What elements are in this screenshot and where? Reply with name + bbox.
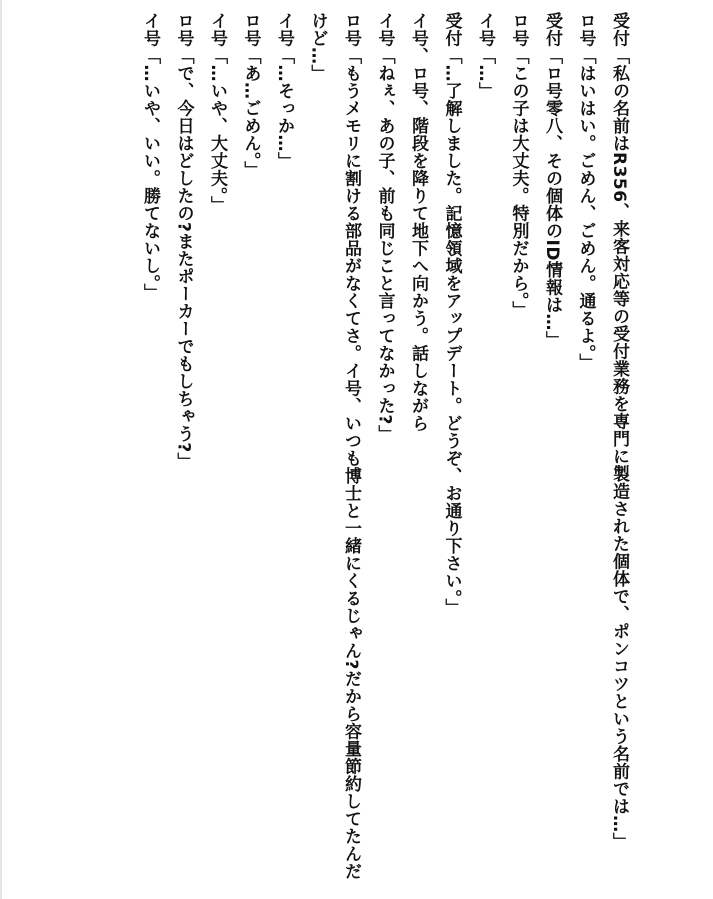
dialogue-line: ロ号「この子は大丈夫。特別だから。」 [508,12,529,319]
dialogue-line: ロ号「もうメモリに割ける部品がなくてさ。イ号、いつも博士と一緒にくるじゃん?だから容量節約してたんだけど…」 [307,12,361,880]
dialogue-line: ロ号「はいはい。ごめん、ごめん。通るよ。」 [575,12,596,371]
dialogue-line: イ号「…いや、大丈夫。」 [207,12,227,214]
dialogue-line: イ号「…いや、いい。勝てないし。」 [140,12,160,301]
dialogue-line: 受付「私の名前はR356、来客対応等の受付業務を専門に製造された個体で、ポンコツという名前では…」 [609,12,629,851]
dialogue-line: ロ号「あ…ごめん。」 [240,12,261,179]
dialogue-line: イ号「ねぇ、あの子、前も同じこと言ってなかった?」 [374,12,395,443]
script-text [133,12,636,892]
stage-direction: イ号、ロ号、階段を降りて地下へ向かう。話しながら [408,12,428,432]
dialogue-line: イ号「…そっか…」 [274,12,294,170]
dialogue-line: ロ号「で、今日はどしたの?またポーカーでもしちゃう?」 [173,12,194,471]
dialogue-line: イ号「…」 [475,12,495,100]
dialogue-line: 受付「…了解しました。記憶領域をアップデート。どうぞ、お通り下さい。」 [441,12,462,616]
dialogue-line: 受付「ロ号零八、その個体のID情報は…」 [542,12,562,349]
